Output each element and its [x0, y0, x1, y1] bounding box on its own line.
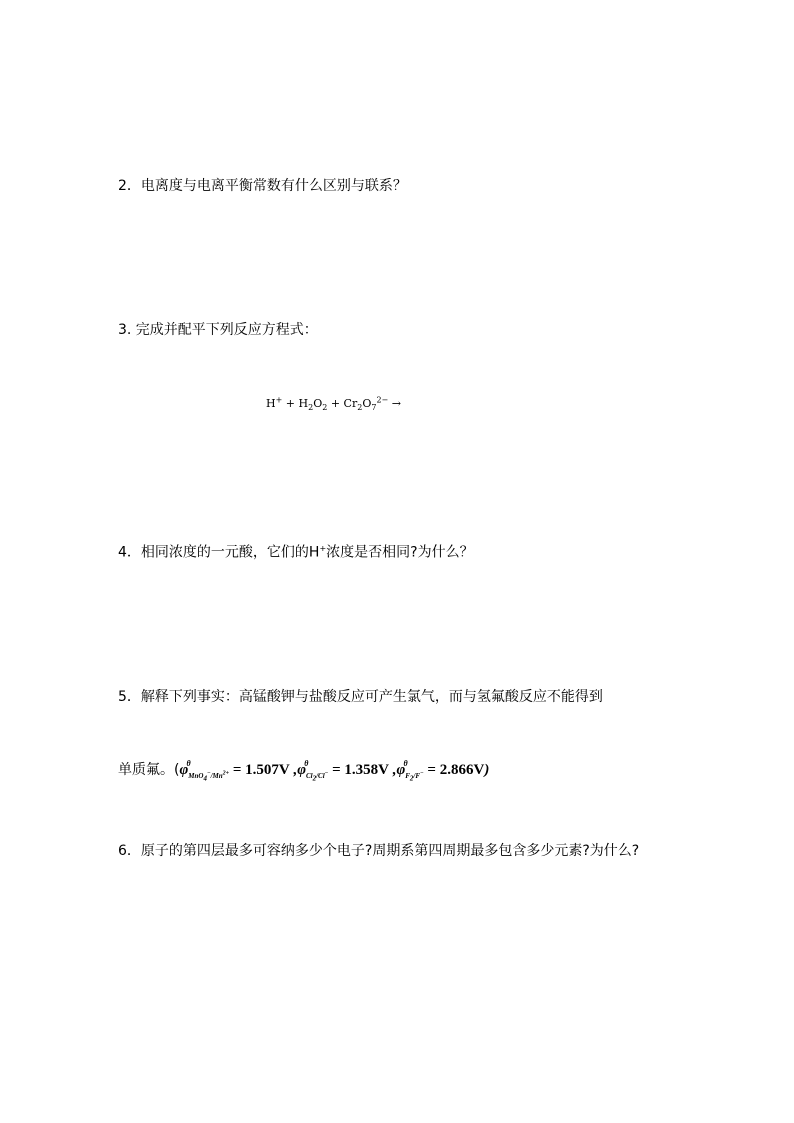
pair2-reduced-charge: −: [324, 770, 329, 777]
question-4: [118, 540, 474, 562]
close-paren: ): [484, 762, 490, 778]
eq-h-charge: +: [275, 395, 283, 405]
separator: ,: [388, 762, 397, 778]
potential-formula: [179, 759, 490, 783]
question-5-text-cont: 单质氟。(: [118, 762, 180, 778]
reaction-equation: [266, 395, 401, 413]
question-3-text: 3. 完成并配平下列反应方程式：: [118, 322, 318, 338]
phi-symbol: [396, 759, 408, 780]
separator: ,: [289, 762, 298, 778]
pair1-reduced-charge: 2+: [222, 770, 230, 777]
eq-cr-sub: 2: [357, 403, 363, 413]
theta-glyph: θ: [304, 759, 309, 768]
question-4-text-end: 浓度是否相同?为什么？: [326, 544, 474, 561]
phi-glyph: φ: [297, 762, 306, 778]
pair3-reduced: /F: [413, 772, 421, 780]
theta-glyph: θ: [186, 759, 191, 768]
phi-glyph: φ: [396, 762, 406, 778]
eq-h2o2-sub1: 2: [308, 403, 314, 413]
eq-plus: +: [282, 397, 299, 410]
phi-symbol: [179, 759, 191, 780]
eq-arrow: →: [388, 397, 401, 410]
question-4-superscript: +: [319, 544, 327, 553]
pair2-subscript: [305, 770, 329, 783]
question-3: [118, 321, 318, 339]
question-6-text: 6．原子的第四层最多可容纳多少个电子?周期系第四周期最多包含多少元素?为什么?: [118, 843, 640, 859]
pair1-value: = 1.507V: [229, 762, 290, 778]
eq-h2o2-sub2: 2: [322, 403, 328, 413]
question-6: [118, 842, 639, 860]
eq-cr: Cr: [343, 397, 358, 410]
pair2-value: = 1.358V: [328, 762, 389, 778]
pair3-species: F: [405, 772, 410, 780]
pair3-value: = 2.866V: [423, 762, 485, 778]
pair2-species-sub: 2: [312, 774, 317, 783]
question-5-line-1: [118, 688, 603, 706]
pair1-species-sub: 4: [203, 774, 207, 783]
theta-glyph: θ: [403, 759, 408, 768]
eq-cr-o: O: [362, 397, 372, 410]
eq-plus: +: [327, 397, 344, 410]
question-4-text: 4．相同浓度的一元酸，它们的H: [118, 544, 320, 561]
question-5-line-2: [118, 759, 490, 783]
pair3-reduced-charge: −: [420, 770, 424, 777]
pair1-species: MnO: [188, 772, 204, 780]
eq-h2o2-o: O: [313, 397, 323, 410]
eq-h2o2-h: H: [298, 397, 309, 410]
pair1-reduced: /Mn: [210, 772, 223, 780]
question-5-text: 5．解释下列事实：高锰酸钾与盐酸反应可产生氯气，而与氢氟酸反应不能得到: [118, 689, 603, 705]
eq-h: H: [266, 397, 276, 410]
pair1-species-charge: −: [206, 770, 211, 777]
phi-glyph: φ: [179, 762, 189, 778]
pair3-species-sub: 2: [409, 774, 414, 783]
pair2-reduced: /Cl: [316, 772, 325, 780]
pair2-species: Cl: [305, 772, 313, 780]
eq-cr-o-sub: 7: [371, 403, 377, 413]
question-2: [118, 177, 407, 195]
pair3-subscript: [405, 770, 424, 783]
question-2-text: 2．电离度与电离平衡常数有什么区别与联系？: [118, 178, 407, 194]
eq-cr-charge: 2−: [376, 395, 389, 405]
pair1-subscript: [188, 770, 230, 783]
